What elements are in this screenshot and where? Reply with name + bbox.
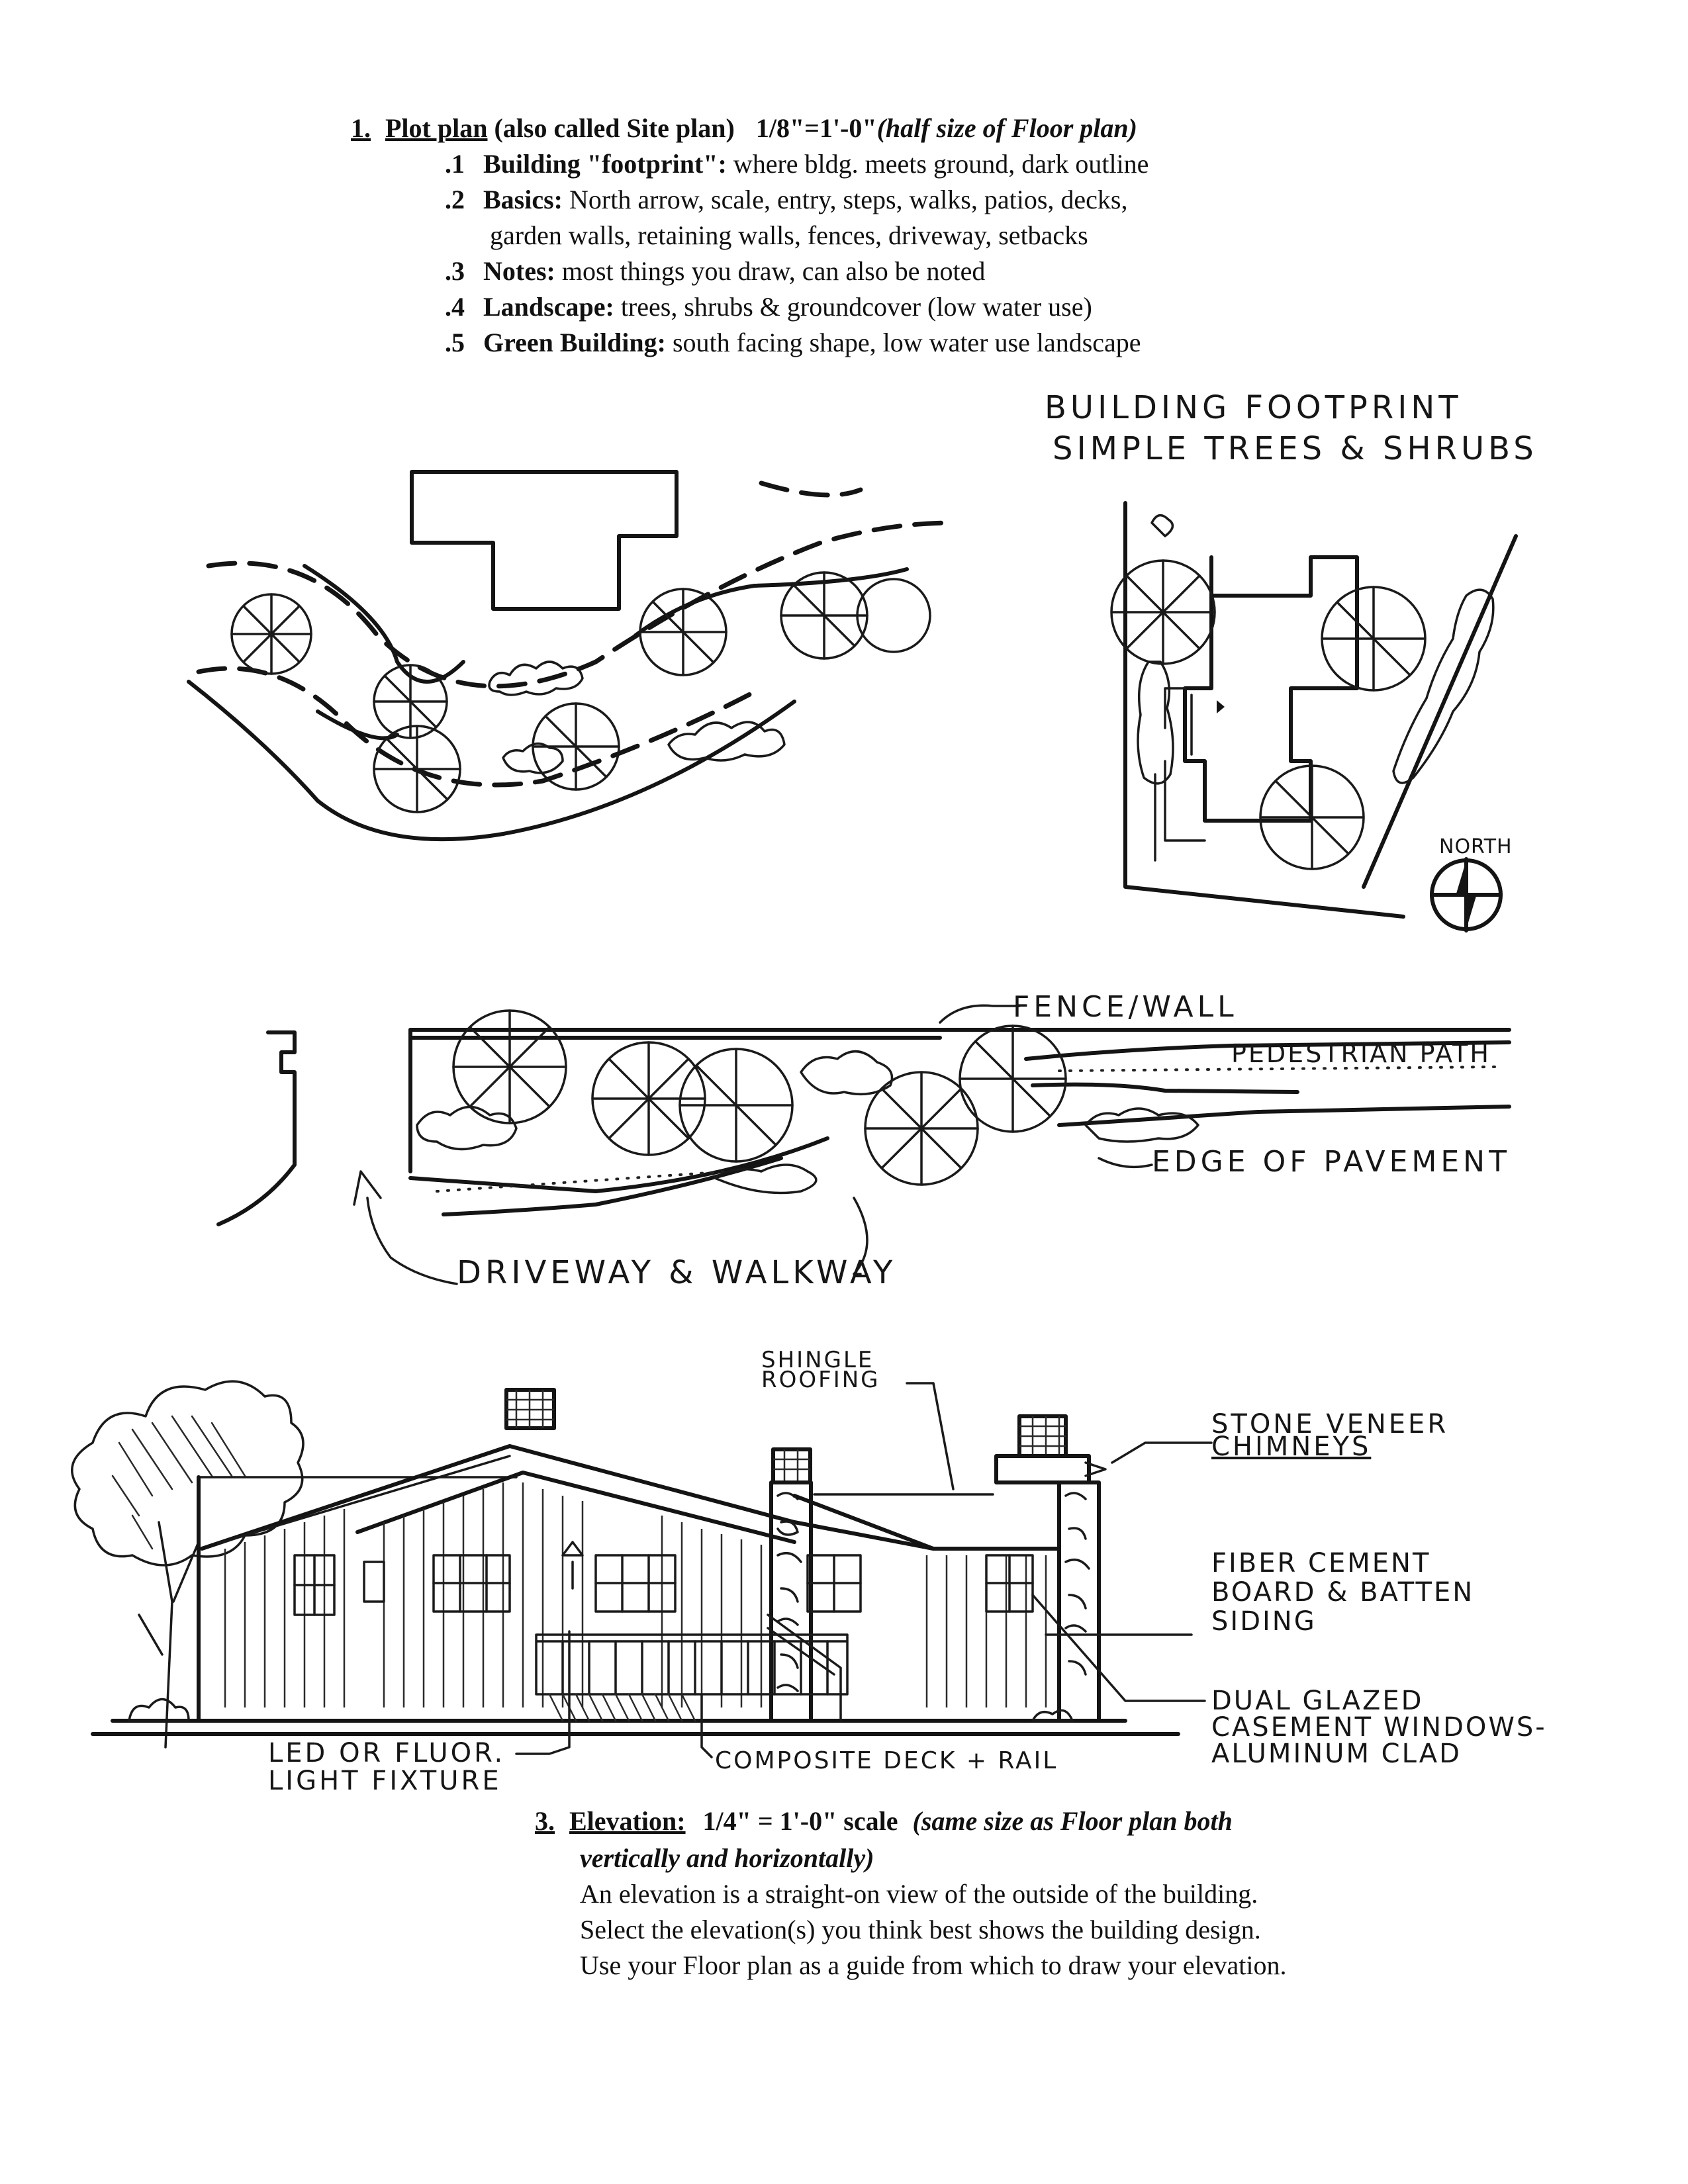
label-dual-glazed <box>1211 1688 1547 1767</box>
item-number: .1 <box>445 149 465 179</box>
section3-number: 3. <box>535 1806 555 1836</box>
item-text: most things you draw, can also be noted <box>561 256 986 286</box>
item-text: south facing shape, low water use landscape <box>672 328 1141 357</box>
item-text: garden walls, retaining walls, fences, driveway, setbacks <box>490 220 1088 250</box>
label-light-fixture: LIGHT FIXTURE <box>268 1766 502 1796</box>
item-key: Building "footprint": <box>483 149 727 179</box>
leader-lines <box>516 1383 1211 1757</box>
section3-heading-continued <box>580 1843 874 1874</box>
label-shingle: SHINGLE <box>761 1347 874 1373</box>
item-key: Notes: <box>483 256 555 286</box>
label-driveway-walkway: DRIVEWAY & WALKWAY <box>457 1254 897 1291</box>
section1-scale-note: (half size of Floor plan) <box>876 113 1137 143</box>
item-key: Basics: <box>483 185 563 214</box>
item-number: .3 <box>445 256 465 286</box>
label-fence-wall: FENCE/WALL <box>1013 990 1238 1024</box>
item-number: .5 <box>445 328 465 357</box>
section3-line-1: An elevation is a straight-on view of the outside of the building. <box>580 1879 1258 1909</box>
label-led-line1: LED OR FLUOR. <box>268 1738 506 1768</box>
section3-heading <box>535 1805 1233 1837</box>
section3-scale-note-2: vertically and horizontally) <box>580 1843 874 1873</box>
item-text: North arrow, scale, entry, steps, walks, patios, decks, <box>569 185 1128 214</box>
label-pedestrian-path: PEDESTRIAN PATH <box>1231 1039 1491 1068</box>
label-edge-of-pavement: EDGE OF PAVEMENT <box>1152 1145 1511 1179</box>
label-building-footprint: BUILDING FOOTPRINT <box>1045 389 1462 426</box>
item-key: Landscape: <box>483 292 614 322</box>
item-key: Green Building: <box>483 328 666 357</box>
section1-number: 1. <box>351 113 371 143</box>
item-text: where bldg. meets ground, dark outline <box>733 149 1149 179</box>
label-aluminum-clad: ALUMINUM CLAD <box>1211 1739 1462 1769</box>
section3-line-2: Select the elevation(s) you think best shows the building design. <box>580 1915 1261 1944</box>
label-composite-deck: COMPOSITE DECK + RAIL <box>715 1747 1058 1774</box>
label-board-batten: BOARD & BATTEN <box>1211 1577 1475 1608</box>
label-roofing: ROOFING <box>761 1367 880 1393</box>
label-siding: SIDING <box>1211 1606 1317 1637</box>
item-text: trees, shrubs & groundcover (low water use) <box>620 292 1092 322</box>
section3-scale: 1/4" = 1'-0" scale <box>702 1806 898 1836</box>
section1-title: Plot plan <box>385 113 488 143</box>
section1-scale: 1/8"=1'-0" <box>755 113 877 143</box>
item-number: .2 <box>445 185 465 214</box>
label-stone-veneer-line1: STONE VENEER <box>1211 1409 1449 1439</box>
label-shingle-roofing <box>761 1347 880 1393</box>
tree-drawing <box>72 1381 303 1747</box>
section3-scale-note: (same size as Floor plan both <box>912 1806 1233 1836</box>
label-simple-trees-shrubs: SIMPLE TREES & SHRUBS <box>1053 430 1538 467</box>
item-number: .4 <box>445 292 465 322</box>
label-north: NORTH <box>1439 835 1513 858</box>
label-dual-glazed-line1: DUAL GLAZED <box>1211 1686 1424 1716</box>
section3-title: Elevation: <box>569 1806 686 1836</box>
section3-line-3: Use your Floor plan as a guide from which to draw your elevation. <box>580 1950 1287 1980</box>
windows <box>295 1555 1033 1615</box>
label-led-fixture <box>268 1739 505 1795</box>
label-chimneys: CHIMNEYS <box>1211 1432 1372 1462</box>
section1-subtitle: (also called Site plan) <box>494 113 735 143</box>
label-fiber-cement <box>1211 1549 1474 1636</box>
label-casement-windows: CASEMENT WINDOWS- <box>1211 1712 1547 1743</box>
label-fiber-cement-line1: FIBER CEMENT <box>1211 1548 1431 1578</box>
label-stone-veneer <box>1211 1409 1449 1462</box>
